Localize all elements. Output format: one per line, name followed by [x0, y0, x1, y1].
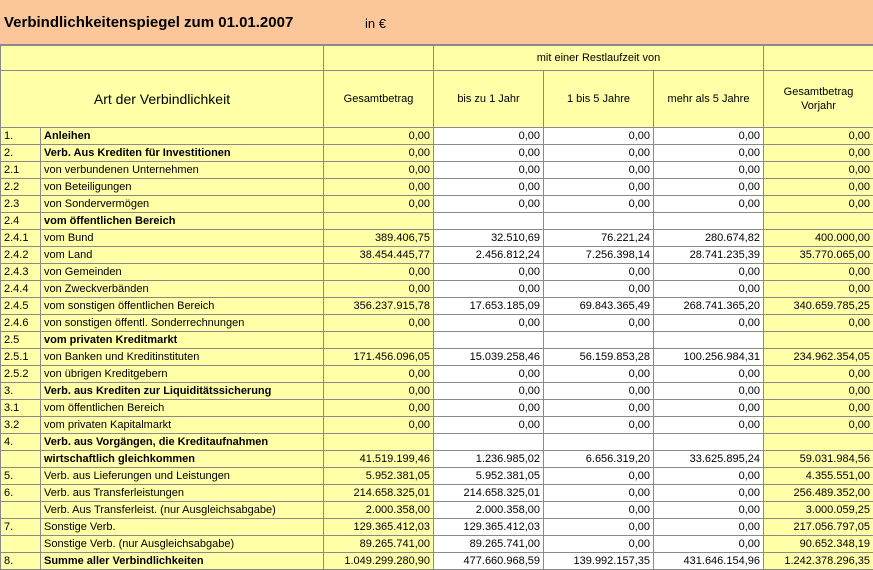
- value-cell: 0,00: [764, 196, 873, 213]
- row-number: 3.2: [1, 417, 41, 434]
- value-cell: 431.646.154,96: [654, 553, 764, 570]
- row-number: 2.5: [1, 332, 41, 349]
- value-cell: 0,00: [544, 366, 654, 383]
- row-number: 4.: [1, 434, 41, 451]
- value-cell: 268.741.365,20: [654, 298, 764, 315]
- value-cell: 0,00: [544, 485, 654, 502]
- table-row: [1, 349, 873, 366]
- value-cell: 0,00: [324, 264, 434, 281]
- value-cell: 0,00: [434, 417, 544, 434]
- value-cell: 171.456.096,05: [324, 349, 434, 366]
- value-cell: 5.952.381,05: [434, 468, 544, 485]
- value-cell: 0,00: [764, 145, 873, 162]
- row-number: 1.: [1, 128, 41, 145]
- value-cell: 214.658.325,01: [324, 485, 434, 502]
- value-cell: 28.741.235,39: [654, 247, 764, 264]
- value-cell: 0,00: [654, 162, 764, 179]
- value-cell: 5.952.381,05: [324, 468, 434, 485]
- table-row: [1, 536, 873, 553]
- value-cell: 0,00: [324, 128, 434, 145]
- row-number: 3.: [1, 383, 41, 400]
- value-cell: 33.625.895,24: [654, 451, 764, 468]
- row-label: vom Land: [41, 247, 324, 264]
- header-col-bis-1-jahr: bis zu 1 Jahr: [434, 71, 544, 128]
- row-label: Summe aller Verbindlichkeiten: [41, 553, 324, 570]
- value-cell: [544, 434, 654, 451]
- table-row: [1, 298, 873, 315]
- value-cell: 0,00: [324, 366, 434, 383]
- value-cell: 214.658.325,01: [434, 485, 544, 502]
- table-row: [1, 128, 873, 145]
- row-label: Verb. Aus Krediten für Investitionen: [41, 145, 324, 162]
- row-label: von verbundenen Unternehmen: [41, 162, 324, 179]
- row-label: Verb. aus Lieferungen und Leistungen: [41, 468, 324, 485]
- table-row: [1, 417, 873, 434]
- value-cell: 0,00: [324, 179, 434, 196]
- value-cell: 0,00: [434, 366, 544, 383]
- row-label: Verb. aus Krediten zur Liquiditätssicherung: [41, 383, 324, 400]
- value-cell: 0,00: [324, 383, 434, 400]
- value-cell: 0,00: [544, 179, 654, 196]
- liabilities-table: [0, 45, 873, 570]
- value-cell: 217.056.797,05: [764, 519, 873, 536]
- value-cell: 1.236.985,02: [434, 451, 544, 468]
- row-label: Verb. aus Vorgängen, die Kreditaufnahmen: [41, 434, 324, 451]
- table-row: [1, 451, 873, 468]
- value-cell: 1.049.299.280,90: [324, 553, 434, 570]
- value-cell: 389.406,75: [324, 230, 434, 247]
- value-cell: 0,00: [544, 315, 654, 332]
- value-cell: 400.000,00: [764, 230, 873, 247]
- row-label: von Gemeinden: [41, 264, 324, 281]
- row-label: wirtschaftlich gleichkommen: [41, 451, 324, 468]
- value-cell: 0,00: [544, 264, 654, 281]
- value-cell: 0,00: [654, 179, 764, 196]
- value-cell: 0,00: [764, 417, 873, 434]
- table-row: [1, 383, 873, 400]
- value-cell: [324, 213, 434, 230]
- value-cell: 0,00: [764, 281, 873, 298]
- row-label: von sonstigen öffentl. Sonderrechnungen: [41, 315, 324, 332]
- value-cell: 0,00: [764, 264, 873, 281]
- table-row: [1, 315, 873, 332]
- value-cell: 0,00: [324, 417, 434, 434]
- row-number: 2.5.2: [1, 366, 41, 383]
- header-col-1-bis-5-jahre: 1 bis 5 Jahre: [544, 71, 654, 128]
- value-cell: 32.510,69: [434, 230, 544, 247]
- value-cell: 256.489.352,00: [764, 485, 873, 502]
- value-cell: [654, 213, 764, 230]
- table-row: [1, 247, 873, 264]
- value-cell: 56.159.853,28: [544, 349, 654, 366]
- value-cell: 0,00: [544, 196, 654, 213]
- value-cell: 90.652.348,19: [764, 536, 873, 553]
- value-cell: 0,00: [654, 485, 764, 502]
- value-cell: [764, 332, 873, 349]
- row-label: Verb. Aus Transferleist. (nur Ausgleichsabgabe): [41, 502, 324, 519]
- value-cell: 0,00: [654, 128, 764, 145]
- value-cell: 0,00: [324, 400, 434, 417]
- value-cell: [434, 332, 544, 349]
- row-label: von Banken und Kreditinstituten: [41, 349, 324, 366]
- value-cell: 0,00: [434, 383, 544, 400]
- value-cell: 2.000.358,00: [434, 502, 544, 519]
- row-number: 2.: [1, 145, 41, 162]
- row-number: [1, 502, 41, 519]
- table-row: [1, 230, 873, 247]
- row-label: von Sondervermögen: [41, 196, 324, 213]
- value-cell: 89.265.741,00: [434, 536, 544, 553]
- value-cell: 17.653.185,09: [434, 298, 544, 315]
- row-number: 2.4.3: [1, 264, 41, 281]
- value-cell: 0,00: [434, 315, 544, 332]
- value-cell: 0,00: [654, 281, 764, 298]
- value-cell: 0,00: [654, 196, 764, 213]
- table-row: [1, 468, 873, 485]
- row-label: von übrigen Kreditgebern: [41, 366, 324, 383]
- value-cell: 356.237.915,78: [324, 298, 434, 315]
- value-cell: 0,00: [324, 196, 434, 213]
- value-cell: 100.256.984,31: [654, 349, 764, 366]
- row-number: [1, 451, 41, 468]
- value-cell: 0,00: [654, 145, 764, 162]
- value-cell: 234.962.354,05: [764, 349, 873, 366]
- row-number: 3.1: [1, 400, 41, 417]
- value-cell: 129.365.412,03: [434, 519, 544, 536]
- value-cell: 0,00: [654, 468, 764, 485]
- value-cell: 0,00: [434, 400, 544, 417]
- value-cell: 76.221,24: [544, 230, 654, 247]
- value-cell: 7.256.398,14: [544, 247, 654, 264]
- value-cell: 0,00: [544, 468, 654, 485]
- value-cell: 0,00: [324, 281, 434, 298]
- value-cell: 0,00: [654, 366, 764, 383]
- row-label: von Beteiligungen: [41, 179, 324, 196]
- value-cell: 0,00: [324, 315, 434, 332]
- value-cell: 0,00: [654, 536, 764, 553]
- value-cell: 2.000.358,00: [324, 502, 434, 519]
- value-cell: 3.000.059,25: [764, 502, 873, 519]
- value-cell: 0,00: [544, 536, 654, 553]
- row-label: vom öffentlichen Bereich: [41, 213, 324, 230]
- table-row: [1, 179, 873, 196]
- value-cell: 477.660.968,59: [434, 553, 544, 570]
- value-cell: 0,00: [434, 145, 544, 162]
- value-cell: 0,00: [764, 366, 873, 383]
- value-cell: [654, 434, 764, 451]
- value-cell: 129.365.412,03: [324, 519, 434, 536]
- value-cell: [764, 434, 873, 451]
- row-number: 2.4.5: [1, 298, 41, 315]
- header-col-gesamtbetrag-vorjahr: Gesamtbetrag Vorjahr: [764, 71, 873, 128]
- value-cell: 0,00: [654, 264, 764, 281]
- row-number: 2.3: [1, 196, 41, 213]
- table-row: [1, 332, 873, 349]
- value-cell: 41.519.199,46: [324, 451, 434, 468]
- value-cell: 0,00: [434, 281, 544, 298]
- title-bar: [0, 0, 873, 45]
- header-blank-gesamt: [324, 46, 434, 71]
- table-row: [1, 196, 873, 213]
- value-cell: 59.031.984,56: [764, 451, 873, 468]
- value-cell: 0,00: [764, 315, 873, 332]
- value-cell: [434, 213, 544, 230]
- table-row: [1, 485, 873, 502]
- row-number: 2.2: [1, 179, 41, 196]
- value-cell: [654, 332, 764, 349]
- value-cell: 0,00: [544, 417, 654, 434]
- table-row: [1, 366, 873, 383]
- row-number: 6.: [1, 485, 41, 502]
- header-col-gesamtbetrag: Gesamtbetrag: [324, 71, 434, 128]
- value-cell: 0,00: [764, 400, 873, 417]
- row-number: 2.4.6: [1, 315, 41, 332]
- row-label: Sonstige Verb.: [41, 519, 324, 536]
- value-cell: 0,00: [434, 179, 544, 196]
- table-row: [1, 553, 873, 570]
- value-cell: 0,00: [654, 383, 764, 400]
- row-number: 7.: [1, 519, 41, 536]
- value-cell: 0,00: [434, 196, 544, 213]
- value-cell: [764, 213, 873, 230]
- row-number: 5.: [1, 468, 41, 485]
- value-cell: 0,00: [544, 145, 654, 162]
- value-cell: 139.992.157,35: [544, 553, 654, 570]
- table-row: [1, 519, 873, 536]
- header-art: Art der Verbindlichkeit: [1, 71, 324, 128]
- row-label: vom sonstigen öffentlichen Bereich: [41, 298, 324, 315]
- value-cell: 38.454.445,77: [324, 247, 434, 264]
- value-cell: 0,00: [544, 400, 654, 417]
- row-number: 2.4.1: [1, 230, 41, 247]
- row-label: vom Bund: [41, 230, 324, 247]
- value-cell: 0,00: [654, 519, 764, 536]
- table-row: [1, 264, 873, 281]
- value-cell: 0,00: [764, 128, 873, 145]
- value-cell: 2.456.812,24: [434, 247, 544, 264]
- row-number: 2.4.4: [1, 281, 41, 298]
- value-cell: [324, 434, 434, 451]
- value-cell: 0,00: [434, 128, 544, 145]
- value-cell: 0,00: [764, 162, 873, 179]
- row-label: von Zweckverbänden: [41, 281, 324, 298]
- header-restlaufzeit: mit einer Restlaufzeit von: [434, 46, 764, 71]
- row-label: vom öffentlichen Bereich: [41, 400, 324, 417]
- row-label: Sonstige Verb. (nur Ausgleichsabgabe): [41, 536, 324, 553]
- row-number: 2.1: [1, 162, 41, 179]
- value-cell: [434, 434, 544, 451]
- row-label: Verb. aus Transferleistungen: [41, 485, 324, 502]
- row-number: 2.4: [1, 213, 41, 230]
- value-cell: 4.355.551,00: [764, 468, 873, 485]
- header-blank-vorjahr: [764, 46, 873, 71]
- value-cell: 1.242.378.296,35: [764, 553, 873, 570]
- row-label: Anleihen: [41, 128, 324, 145]
- table-row: [1, 281, 873, 298]
- value-cell: [324, 332, 434, 349]
- table-row: [1, 434, 873, 451]
- value-cell: 0,00: [544, 383, 654, 400]
- value-cell: 15.039.258,46: [434, 349, 544, 366]
- value-cell: 0,00: [654, 417, 764, 434]
- value-cell: 6.656.319,20: [544, 451, 654, 468]
- value-cell: 0,00: [654, 400, 764, 417]
- table-row: [1, 400, 873, 417]
- value-cell: 35.770.065,00: [764, 247, 873, 264]
- value-cell: 0,00: [544, 502, 654, 519]
- currency-label: in €: [365, 16, 386, 31]
- row-number: [1, 536, 41, 553]
- value-cell: 0,00: [764, 383, 873, 400]
- table-row: [1, 145, 873, 162]
- row-label: vom privaten Kreditmarkt: [41, 332, 324, 349]
- row-number: 8.: [1, 553, 41, 570]
- value-cell: 0,00: [434, 264, 544, 281]
- value-cell: 0,00: [324, 162, 434, 179]
- value-cell: 0,00: [544, 519, 654, 536]
- value-cell: 0,00: [764, 179, 873, 196]
- header-blank: [1, 46, 324, 71]
- row-label: vom privaten Kapitalmarkt: [41, 417, 324, 434]
- value-cell: [544, 213, 654, 230]
- table-row: [1, 213, 873, 230]
- value-cell: 0,00: [544, 128, 654, 145]
- value-cell: 0,00: [654, 315, 764, 332]
- value-cell: 280.674,82: [654, 230, 764, 247]
- table-row: [1, 162, 873, 179]
- page-title: Verbindlichkeitenspiegel zum 01.01.2007: [4, 14, 293, 31]
- value-cell: 0,00: [654, 502, 764, 519]
- value-cell: 89.265.741,00: [324, 536, 434, 553]
- row-number: 2.4.2: [1, 247, 41, 264]
- row-number: 2.5.1: [1, 349, 41, 366]
- value-cell: 0,00: [324, 145, 434, 162]
- value-cell: 0,00: [434, 162, 544, 179]
- table-row: [1, 502, 873, 519]
- value-cell: [544, 332, 654, 349]
- value-cell: 0,00: [544, 162, 654, 179]
- value-cell: 0,00: [544, 281, 654, 298]
- value-cell: 69.843.365,49: [544, 298, 654, 315]
- header-col-mehr-als-5-jahre: mehr als 5 Jahre: [654, 71, 764, 128]
- value-cell: 340.659.785,25: [764, 298, 873, 315]
